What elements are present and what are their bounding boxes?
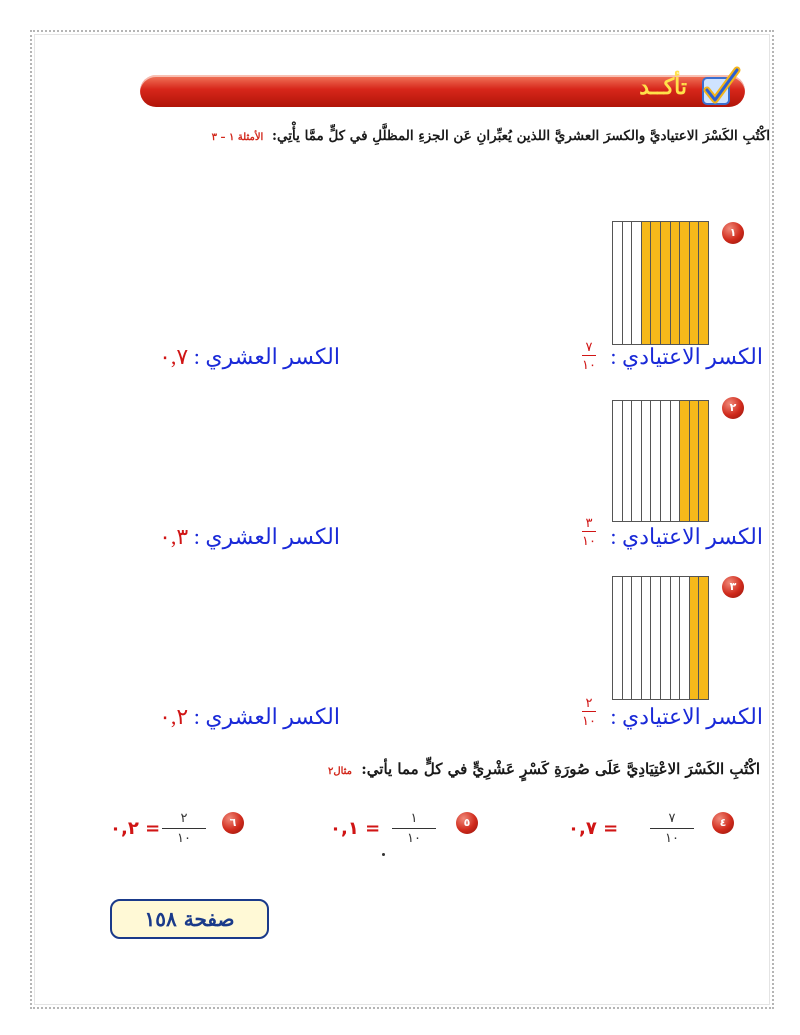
fraction-grid-3	[612, 576, 709, 700]
grid-strip	[622, 401, 632, 521]
section-banner	[140, 70, 745, 110]
instruction-main: اكْتُبِ الكَسْرَ الاعتياديَّ والكسرَ العشريَّ اللذين يُعبِّرانِ عَن الجزءِ المظلَّلِ في كلٍّ ممَّا يأْتِي:	[272, 128, 770, 144]
numerator: ٣	[585, 515, 593, 530]
grid-strip	[660, 577, 670, 699]
exercise-fraction-6	[162, 812, 206, 845]
grid-strip-shaded	[698, 577, 708, 699]
fraction-bar	[650, 828, 694, 829]
grid-strip-shaded	[670, 222, 680, 344]
denominator: ١٠	[582, 713, 596, 728]
denominator: ١٠	[582, 533, 596, 548]
fraction-grid-1	[612, 221, 709, 345]
grid-strip-shaded	[698, 401, 708, 521]
instruction-ref: الأمثلة ١ – ٣	[211, 132, 264, 143]
fraction-answer-3	[582, 696, 596, 727]
page-number-box: صفحة ١٥٨	[110, 899, 269, 939]
numerator: ١	[410, 811, 418, 826]
denominator: ١٠	[407, 831, 421, 846]
grid-strip	[631, 222, 641, 344]
fraction-bar	[582, 711, 596, 712]
exercise-fraction-5	[392, 812, 436, 845]
numerator: ٧	[668, 811, 676, 826]
fraction-label-2: الكسر الاعتيادي :	[610, 524, 763, 549]
denominator: ١٠	[177, 831, 191, 846]
decimal-answer-3	[159, 704, 340, 730]
numerator: ٧	[585, 339, 593, 354]
banner-title: تأكــد	[639, 74, 687, 100]
grid-strip	[670, 401, 680, 521]
fraction-label-1: الكسر الاعتيادي :	[610, 344, 763, 369]
numerator: ٢	[585, 695, 593, 710]
decimal-label: الكسر العشري :	[193, 524, 340, 549]
exercise-answer-6: ٠,٢ =	[110, 818, 161, 839]
grid-strip	[641, 401, 651, 521]
grid-strip	[622, 577, 632, 699]
grid-strip	[660, 401, 670, 521]
section2-main: اكْتُبِ الكَسْرَ الاعْتِيَادِيَّ عَلَى صُورَةِ كَسْرٍ عَشْرِيٍّ في كلٍّ مما يأتي:	[361, 760, 760, 778]
fraction-bar	[162, 828, 206, 829]
exercise-number-badge: ٥	[456, 812, 478, 834]
grid-strip-shaded	[689, 222, 699, 344]
grid-strip-shaded	[689, 577, 699, 699]
decimal-value: ٠,٧	[159, 344, 189, 369]
grid-strip	[650, 577, 660, 699]
numerator: ٢	[180, 811, 188, 826]
grid-strip	[650, 401, 660, 521]
grid-strip	[613, 222, 622, 344]
checkmark-icon	[695, 64, 743, 112]
grid-strip	[613, 401, 622, 521]
decimal-answer-2	[159, 524, 340, 550]
decimal-label: الكسر العشري :	[193, 344, 340, 369]
grid-strip-shaded	[698, 222, 708, 344]
grid-strip-shaded	[689, 401, 699, 521]
stray-dot	[382, 853, 385, 856]
grid-strip-shaded	[650, 222, 660, 344]
denominator: ١٠	[582, 357, 596, 372]
decimal-answer-1	[159, 344, 340, 370]
grid-strip-shaded	[679, 401, 689, 521]
grid-strip	[631, 577, 641, 699]
fraction-answer-1	[582, 340, 596, 371]
problem-number-badge: ٣	[722, 576, 744, 598]
fraction-answer-2	[582, 516, 596, 547]
fraction-label-3: الكسر الاعتيادي :	[610, 704, 763, 729]
grid-strip	[670, 577, 680, 699]
fraction-bar	[582, 531, 596, 532]
problem-number-badge: ٢	[722, 397, 744, 419]
grid-strip	[613, 577, 622, 699]
grid-strip	[631, 401, 641, 521]
exercise-number-badge: ٤	[712, 812, 734, 834]
grid-strip-shaded	[660, 222, 670, 344]
decimal-value: ٠,٣	[159, 524, 189, 549]
exercise-number-badge: ٦	[222, 812, 244, 834]
fraction-grid-2	[612, 400, 709, 522]
exercise-answer-4: ٠,٧ =	[568, 818, 619, 839]
exercise-answer-5: ٠,١ =	[330, 818, 381, 839]
grid-strip	[622, 222, 632, 344]
exercise-fraction-4	[650, 812, 694, 845]
decimal-label: الكسر العشري :	[193, 704, 340, 729]
grid-strip-shaded	[641, 222, 651, 344]
grid-strip	[641, 577, 651, 699]
grid-strip	[679, 577, 689, 699]
fraction-bar	[582, 355, 596, 356]
section2-ref: مثال٢	[327, 766, 353, 777]
problem-number-badge: ١	[722, 222, 744, 244]
fraction-bar	[392, 828, 436, 829]
decimal-value: ٠,٢	[159, 704, 189, 729]
section2-instruction	[328, 760, 760, 778]
instruction-text	[212, 128, 770, 144]
grid-strip-shaded	[679, 222, 689, 344]
denominator: ١٠	[665, 831, 679, 846]
